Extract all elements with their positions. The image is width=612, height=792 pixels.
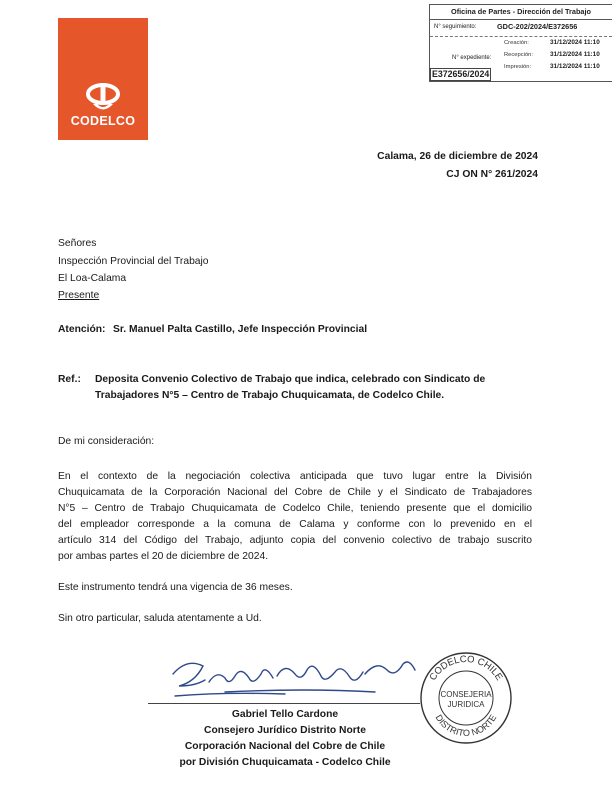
handwritten-signature [165, 652, 425, 708]
body-p3: Sin otro particular, saluda atentamente a Ud. [58, 613, 262, 624]
stamp-creation-value: 31/12/2024 11:10 [550, 39, 600, 46]
stamp-creation-label: Creación: [504, 40, 529, 46]
body-p1-line2: Chuquicamata de la Corporación Nacional del Cobre de Chile y el Sindicato de Trabajadores [58, 487, 532, 498]
signer-division: por División Chuquicamata - Codelco Chile [179, 757, 391, 768]
consejeria-juridica-seal [418, 650, 514, 746]
stamp-print-label: Impresión: [504, 64, 532, 70]
body-p2: Este instrumento tendrá una vigencia de 36 meses. [58, 582, 293, 593]
body-p1-line1: En el contexto de la negociación colectiva anticipada que tuvo lugar entre la División [58, 471, 532, 482]
seal-top-text: CODELCO CHILE [427, 653, 505, 683]
receipt-stamp [429, 4, 612, 82]
ref-line1: Deposita Convenio Colectivo de Trabajo que indica, celebrado con Sindicato de [95, 374, 486, 385]
ref-line2: Trabajadores N°5 – Centro de Trabajo Chuquicamata, de Codelco Chile. [95, 390, 445, 401]
svg-text:CODELCO CHILE [427, 654, 504, 683]
body-p1-line3: N°5 – Centro de Trabajo Chuquicamata de Codelco Chile, teniendo presente que el domicilio [58, 503, 532, 514]
stamp-reception-label: Recepción: [504, 52, 534, 58]
stamp-office: Oficina de Partes - Dirección del Trabajo [451, 7, 591, 16]
body-p1-line4: del empleador corresponde a la comuna de Calama y conforme con lo prevenido en el [58, 519, 532, 530]
attention-label: Atención: [58, 324, 106, 335]
attention-value: Sr. Manuel Palta Castillo, Jefe Inspección Provincial [113, 324, 368, 335]
stamp-tracking-value: GDC-202/2024/E372656 [497, 22, 578, 31]
stamp-file-label: N° expediente: [452, 55, 492, 61]
stamp-file-value: E372656/2024 [432, 69, 490, 79]
ref-label: Ref.: [58, 374, 81, 385]
signature-line [148, 703, 420, 704]
recipient-line1: Inspección Provincial del Trabajo [58, 256, 209, 267]
codelco-logo [58, 18, 148, 140]
logo-text: CODELCO [70, 114, 136, 128]
recipient-line2: El Loa-Calama [58, 273, 127, 284]
reference-code: CJ ON N° 261/2024 [446, 169, 538, 180]
recipient-present: Presente [58, 290, 100, 301]
body-p1-line5: artículo 314 del Código del Trabajo, adjunto copia del convenio colectivo de trabajo suscrito [58, 535, 532, 546]
greeting: De mi consideración: [58, 436, 155, 447]
stamp-tracking-label: N° seguimiento: [434, 24, 477, 30]
signer-org: Corporación Nacional del Cobre de Chile [184, 741, 386, 752]
seal-inner-line1: CONSEJERIA [440, 690, 492, 699]
signer-name: Gabriel Tello Cardone [231, 709, 339, 720]
body-p1-line6: por ambas partes el 20 de diciembre de 2024. [58, 551, 269, 562]
recipient-salutation: Señores [58, 238, 97, 249]
signer-title: Consejero Jurídico Distrito Norte [204, 725, 366, 736]
seal-bottom-text: DISTRITO NORTE [433, 712, 499, 739]
place-date: Calama, 26 de diciembre de 2024 [377, 151, 538, 162]
seal-inner-line2: JURIDICA [447, 700, 485, 709]
codelco-emblem-icon [84, 82, 122, 116]
stamp-reception-value: 31/12/2024 11:10 [550, 51, 600, 58]
stamp-print-value: 31/12/2024 11:10 [550, 63, 600, 70]
